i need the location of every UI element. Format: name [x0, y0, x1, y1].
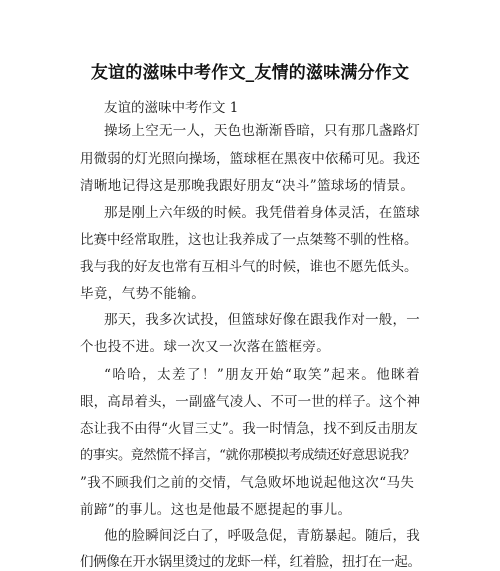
body-line-5: 比赛中经常取胜，这也让我养成了一点桀骜不驯的性格。: [80, 232, 418, 248]
page-title: 友谊的滋味中考作文_友情的滋味满分作文: [90, 63, 410, 83]
section-heading: 友谊的滋味中考作文 1: [104, 100, 239, 116]
body-line-1: 操场上空无一人，天色也渐渐昏暗，只有那几盏路灯: [104, 123, 420, 139]
body-line-14: ”我不顾我们之前的交情，气急败坏地说起他这次“马失: [80, 475, 415, 491]
body-line-2: 用微弱的灯光照向操场，篮球框在黑夜中依稀可见。我还: [80, 151, 420, 167]
body-line-11: 眼，高昂着头，一副盛气凌人、不可一世的样子。这个神: [80, 394, 420, 410]
body-line-15: 前蹄”的事儿。这也是他最不愿提起的事儿。: [80, 502, 352, 518]
body-line-10: “哈哈，太差了！”朋友开始“取笑”起来。他眯着: [104, 367, 420, 383]
body-line-12: 态让我不由得“火冒三丈”。我一时情急，找不到反击朋友: [80, 421, 418, 437]
body-line-7: 毕竟，气势不能输。: [80, 286, 206, 302]
body-line-8: 那天，我多次试投，但篮球好像在跟我作对一般，一: [104, 312, 420, 328]
body-line-4: 那是刚上六年级的时候。我凭借着身体灵活，在篮球: [104, 205, 420, 221]
body-line-3: 清晰地记得这是那晚我跟好朋友“决斗”篮球场的情景。: [80, 178, 415, 194]
body-line-9: 个也投不进。球一次又一次落在篮框旁。: [80, 339, 331, 355]
body-line-16: 他的脸瞬间泛白了，呼吸急促，青筋暴起。随后，我: [104, 528, 420, 544]
body-line-13: 的事实。竟然慌不择言，“就你那模拟考成绩还好意思说我？: [80, 448, 416, 463]
body-line-6: 我与我的好友也常有互相斗气的时候，谁也不愿先低头。: [80, 259, 418, 275]
body-line-17: 们俩像在开水锅里烫过的龙虾一样，红着脸，扭打在一起。: [80, 554, 421, 570]
